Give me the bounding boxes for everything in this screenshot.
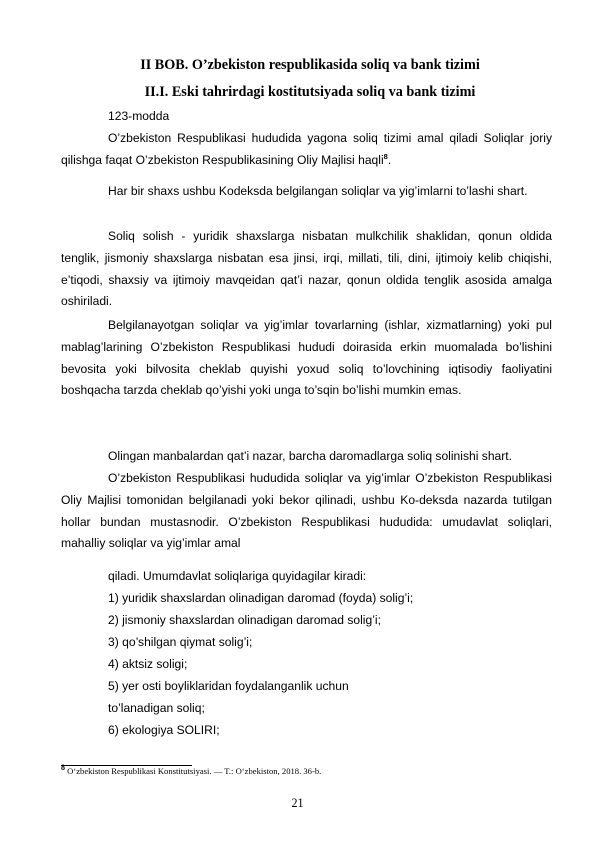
list-item: 3) qo’shilgan qiymat solig’i; (108, 635, 253, 649)
footnote-text: O‘zbekiston Respublikasi Konstitutsiyasi. — T.: O‘zbekiston, 2018. 36-b. (65, 766, 322, 776)
list-item: 1) yuridik shaxslardan olinadigan daromad (foyda) solig’i; (108, 591, 414, 605)
article-label: 123-modda (108, 109, 170, 123)
list-item: 4) aktsiz soligi; (108, 657, 188, 671)
page-number: 21 (291, 796, 304, 810)
list-item: 2) jismoniy shaxslardan olinadigan daromad solig’i; (108, 613, 381, 627)
list-item-continuation: to’lanadigan soliq; (108, 701, 205, 715)
paragraph-obligation: Har bir shaxs ushbu Kodeksda belgilangan soliqlar va yig’imlarni to’lashi shart. (108, 184, 528, 198)
list-item: 5) yer osti boyliklaridan foydalanganlik uchun (108, 679, 349, 693)
paragraph-end: . (387, 152, 392, 167)
paragraph-free-circulation: Belgilanayotgan soliqlar va yig’imlar tovarlarning (ishlar, xizmatlarning) yoki pul mablag’larining O’zbekiston Respublikasi hududi doirasida erkin muomalada bo’lishini bevosita yoki bilvosita cheklab quyishi yoxud soliq to’lovchining iqtisodiy faoliyatini boshqacha tarzda cheklab qo’yishi yoki unga to’sqin bo’lishi mumkin emas. (61, 318, 552, 398)
paragraph-text: O’zbekiston Respublikasi hududida yagona soliq tizimi amal qiladi Soliqlar joriy qilishga faqat O’zbekiston Respublikasining Oliy Majlisi haqli (61, 131, 552, 167)
footnote-reference: 8 (383, 151, 388, 161)
footnote-marker: 8 (61, 763, 65, 773)
chapter-heading: II BOB. O’zbekiston respublikasida soliq va bank tizimi (140, 57, 480, 73)
paragraph-single-tax-system (61, 128, 552, 172)
paragraph-equality: Soliq solish - yuridik shaxslarga nisbatan mulkchilik shaklidan, qonun oldida tenglik, jismoniy shaxslarga nisbatan esa jinsi, irqi, millati, tili, dini, ijtimoiy kelib chiqishi, e’tiqodi, shaxsiy va ijtimoiy mavqeidan qat’i nazar, qonun oldida tenglik asosida amalga oshiriladi. (61, 229, 552, 309)
footnote (61, 763, 322, 776)
paragraph-tax-types: O’zbekiston Respublikasi hududida soliqlar va yig’imlar O’zbekiston Respublikasi Oliy Majlisi tomonidan belgilanadi yoki bekor qilinadi, ushbu Ko-deksda nazarda tutilgan hollar bundan mustasnodir. O’zbekiston Respublikasi hududida: umudavlat soliqlari, mahalliy soliqlar va yig’imlar amal (61, 471, 552, 551)
section-heading: II.I. Eski tahrirdagi kostitutsiyada soliq va bank tizimi (144, 84, 476, 100)
list-intro: qiladi. Umumdavlat soliqlariga quyidagilar kiradi: (108, 569, 367, 583)
paragraph-all-income: Olingan manbalardan qat’i nazar, barcha daromadlarga soliq solinishi shart. (108, 449, 513, 463)
list-item: 6) ekologiya SOLIRI; (108, 723, 220, 737)
